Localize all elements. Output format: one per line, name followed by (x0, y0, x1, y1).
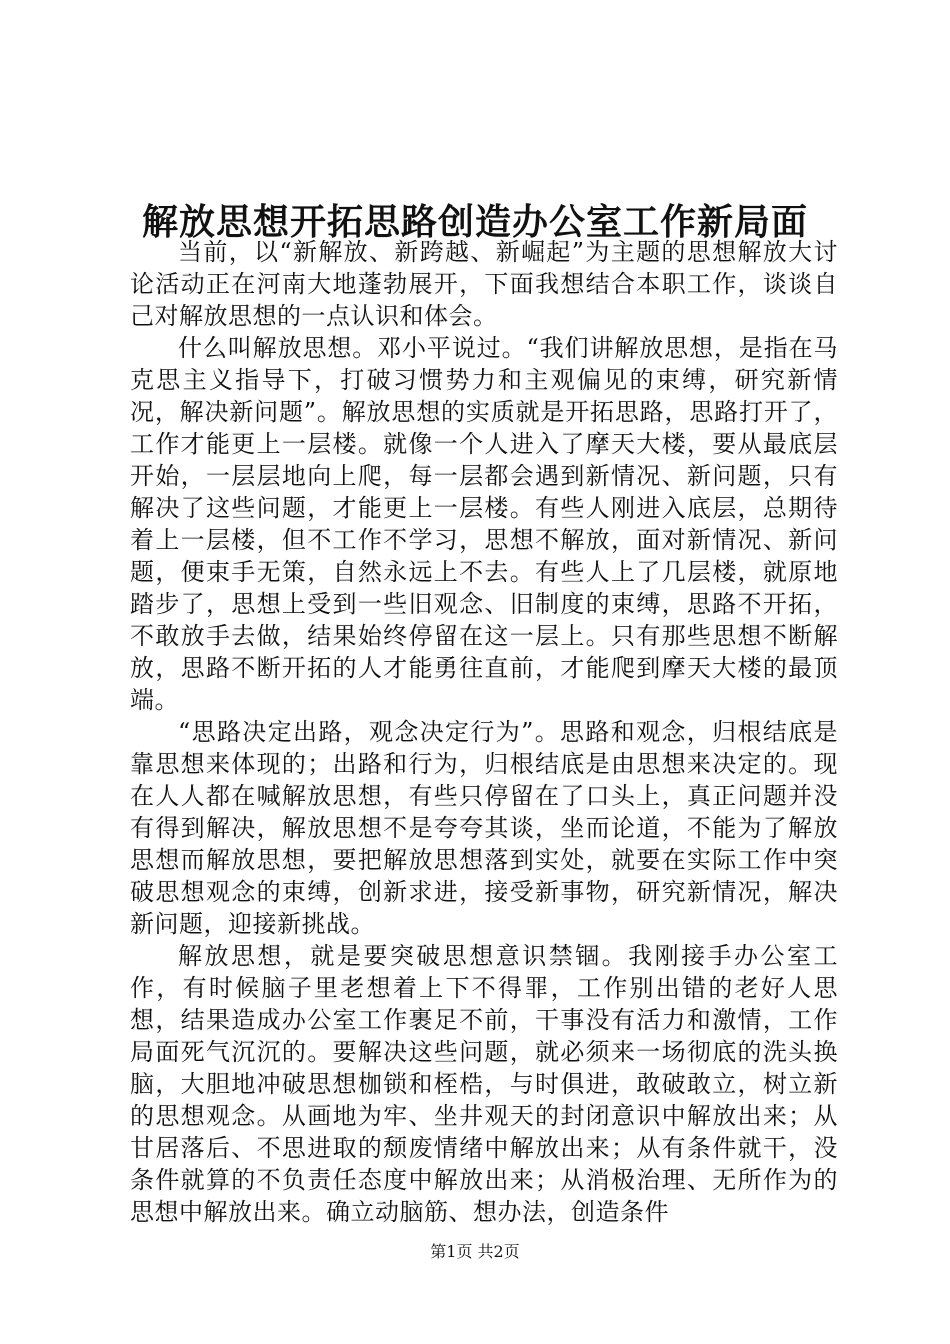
paragraph: 解放思想，就是要突破思想意识禁锢。我刚接手办公室工作，有时候脑子里老想着上下不得罪，工作别出错的老好人思想，结果造成办公室工作裹足不前，干事没有活力和激情，工作局面死气沉沉的。要解决这些问题，就必须来一场彻底的洗头换脑，大胆地冲破思想枷锁和桎梏，与时俱进，敢破敢立，树立新的思想观念。从画地为牢、坐井观天的封闭意识中解放出来；从甘居落后、不思进取的颓废情绪中解放出来；从有条件就干，没条件就算的不负责任态度中解放出来；从消极治理、无所作为的思想中解放出来。确立动脑筋、想办法，创造条件 (130, 942, 838, 1226)
paragraph: 当前，以“新解放、新跨越、新崛起”为主题的思想解放大讨论活动正在河南大地蓬勃展开，下面我想结合本职工作，谈谈自己对解放思想的一点认识和体会。 (130, 238, 838, 330)
page-number-footer: 第1页 共2页 (430, 1242, 520, 1261)
paragraph: 什么叫解放思想。邓小平说过。“我们讲解放思想，是指在马克思主义指导下，打破习惯势力和主观偏见的束缚，研究新情况，解决新问题”。解放思想的实质就是开拓思路，思路打开了，工作才能更上一层楼。就像一个人进入了摩天大楼，要从最底层开始，一层层地向上爬，每一层都会遇到新情况、新问题，只有解决了这些问题，才能更上一层楼。有些人刚进入底层，总期待着上一层楼，但不工作不学习，思想不解放，面对新情况、新问题，便束手无策，自然永远上不去。有些人上了几层楼，就原地踏步了，思想上受到一些旧观念、旧制度的束缚，思路不开拓，不敢放手去做，结果始终停留在这一层上。只有那些思想不断解放，思路不断开拓的人才能勇往直前，才能爬到摩天大楼的最顶端。 (130, 334, 838, 714)
paragraph: “思路决定出路，观念决定行为”。思路和观念，归根结底是靠思想来体现的；出路和行为，归根结底是由思想来决定的。现在人人都在喊解放思想，有些只停留在了口头上，真正问题并没有得到解决，解放思想不是夸夸其谈，坐而论道，不能为了解放思想而解放思想，要把解放思想落到实处，就要在实际工作中突破思想观念的束缚，创新求进，接受新事物，研究新情况，解决新问题，迎接新挑战。 (130, 718, 838, 938)
body-text (130, 236, 838, 1228)
page-title: 解放思想开拓思路创造办公室工作新局面 (141, 201, 808, 244)
